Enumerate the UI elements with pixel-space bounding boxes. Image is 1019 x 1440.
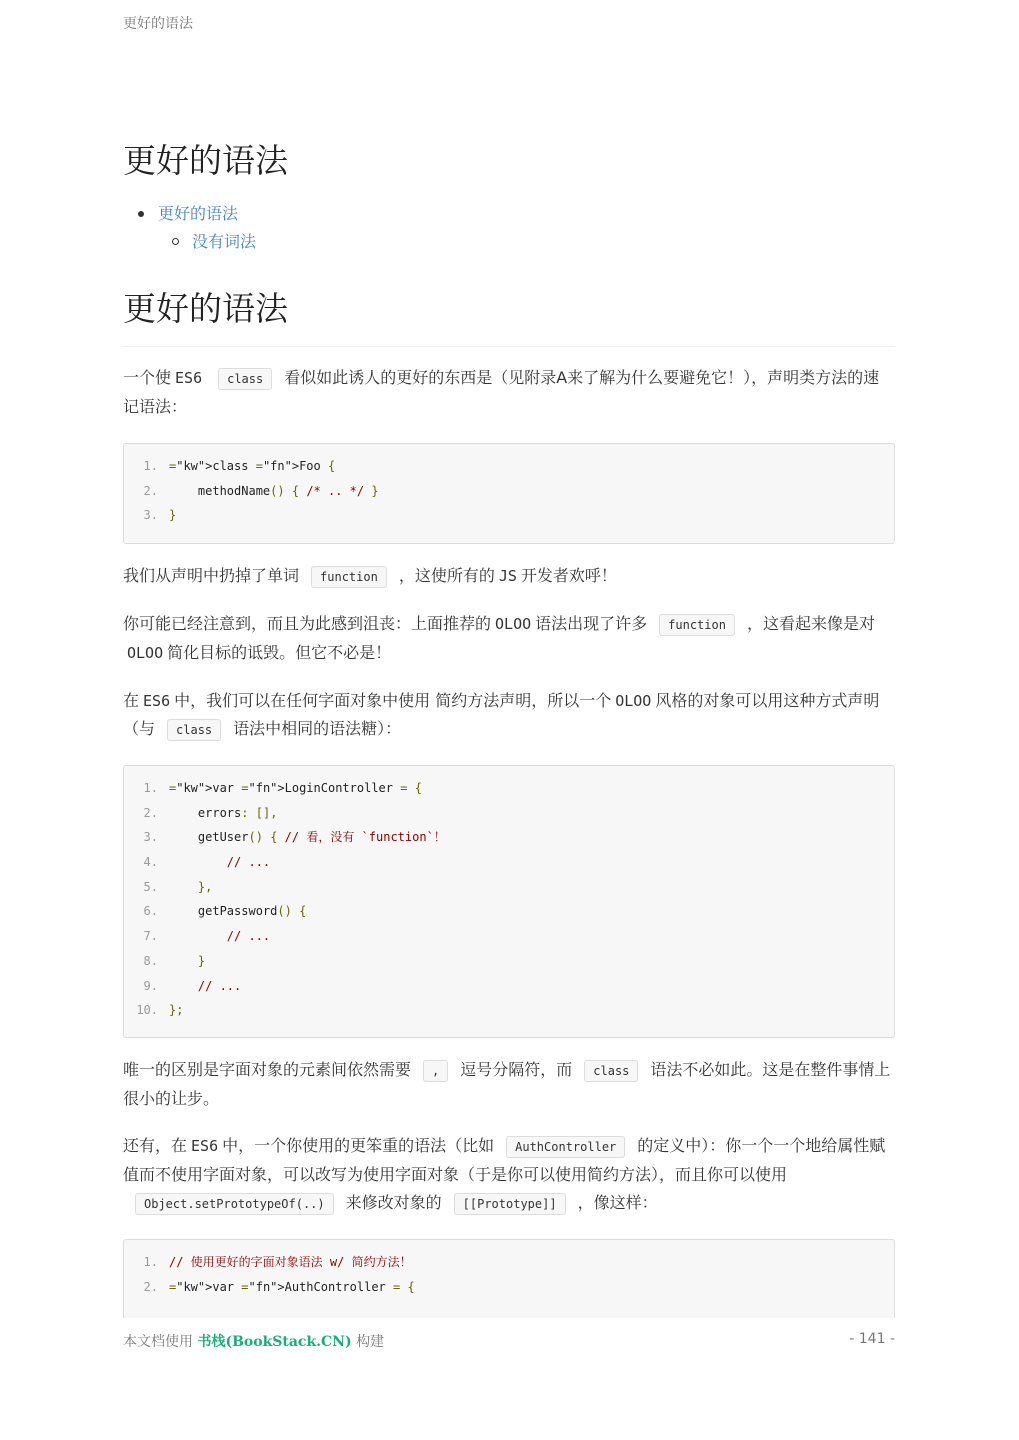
code-block-1 — [123, 443, 895, 544]
code-line — [124, 1275, 894, 1300]
footer-suffix: 构建 — [356, 1334, 385, 1350]
inline-code-setprototypeof: Object.setPrototypeOf(..) — [135, 1193, 334, 1215]
text: 在 — [123, 691, 140, 710]
text-oloo: OLOO — [495, 615, 532, 633]
inline-code-prototype: [[Prototype]] — [454, 1193, 566, 1215]
code-text: // ... — [197, 978, 242, 993]
code-line — [124, 1250, 894, 1275]
text: 中，一个你使用的更笨重的语法（比如 — [222, 1136, 495, 1155]
footer-credit — [123, 1331, 384, 1351]
line-number: 2. — [143, 1279, 158, 1294]
text: 语法不必如此。这是在整件事情上很小的让步。 — [123, 1060, 891, 1108]
text: 中，我们可以在任何字面对象中使用 简约方法声明，所以一个 — [174, 691, 612, 710]
running-header: 更好的语法 — [123, 16, 193, 32]
line-number: 6. — [143, 904, 158, 919]
code-line — [124, 998, 894, 1023]
inline-code-class: class — [167, 719, 221, 741]
code-line — [124, 479, 894, 504]
text: ，这使所有的 — [398, 566, 495, 585]
text-oloo: OLOO — [615, 692, 652, 710]
line-number: 7. — [143, 929, 158, 944]
text: 还有，在 — [123, 1136, 188, 1155]
line-number: 2. — [143, 483, 158, 498]
line-number: 2. — [143, 805, 158, 820]
text-js: JS — [498, 567, 517, 585]
text: 语法出现了许多 — [535, 614, 648, 633]
line-number: 3. — [143, 830, 158, 845]
code-block-2 — [123, 765, 895, 1038]
section-heading: 更好的语法 — [123, 286, 895, 347]
page-number: - 141 - — [849, 1331, 895, 1347]
footer-prefix: 本文档使用 — [123, 1334, 193, 1350]
code-text: } — [197, 953, 206, 968]
text: 开发者欢呼！ — [520, 566, 617, 585]
code-line — [124, 850, 894, 875]
inline-code-class: class — [218, 368, 272, 390]
line-number: 5. — [143, 879, 158, 894]
inline-code-comma: , — [423, 1060, 448, 1082]
code-text: }, — [197, 879, 213, 894]
text-es6: ES6 — [143, 692, 171, 710]
footer-brand-link[interactable]: 书栈(BookStack.CN) — [197, 1334, 352, 1350]
code-line — [124, 776, 894, 801]
text: 风格的对象可以用这种方式声明（与 — [123, 691, 880, 738]
text: 逗号分隔符，而 — [460, 1060, 573, 1079]
paragraph-3 — [123, 610, 895, 667]
code-text: ="kw">var ="fn">LoginController = { — [169, 781, 422, 795]
code-text: getPassword() { — [169, 904, 307, 919]
code-text: // 使用更好的字面对象语法 w/ 简约方法！ — [169, 1255, 412, 1269]
line-number: 4. — [143, 855, 158, 870]
code-line — [124, 875, 894, 900]
text: 来修改对象的 — [345, 1193, 442, 1212]
text: 我们从声明中扔掉了单词 — [123, 566, 300, 585]
text: 看似如此诱人的更好的东西是（见附录A来了解为什么要避免它！），声明类方法的速记语法： — [123, 368, 880, 416]
line-number: 1. — [143, 781, 158, 795]
toc-subitem — [123, 228, 895, 256]
code-text: errors: [], — [169, 805, 278, 820]
code-line — [124, 924, 894, 949]
line-number: 9. — [143, 978, 158, 993]
paragraph-1 — [123, 364, 895, 421]
text-es6: ES6 — [175, 369, 203, 387]
toc-link-no-lexical[interactable]: 没有词法 — [192, 232, 257, 251]
code-line — [124, 801, 894, 826]
code-line — [124, 503, 894, 528]
paragraph-4 — [123, 687, 895, 744]
code-text: methodName() { /* .. */ } — [169, 483, 379, 498]
toc-item — [123, 200, 895, 228]
code-line — [124, 454, 894, 479]
text: ，这看起来像是对 — [746, 614, 875, 633]
toc-link-better-syntax[interactable]: 更好的语法 — [158, 204, 239, 223]
code-text: ="kw">class ="fn">Foo { — [169, 459, 336, 473]
page-content — [123, 0, 895, 1318]
paragraph-5 — [123, 1056, 895, 1113]
line-number: 1. — [143, 459, 158, 473]
code-line — [124, 949, 894, 974]
code-text: ="kw">var ="fn">AuthController = { — [169, 1279, 415, 1294]
code-line — [124, 899, 894, 924]
line-number: 10. — [136, 1003, 158, 1018]
text: ，像这样： — [577, 1193, 658, 1212]
code-line — [124, 974, 894, 999]
text: 简化目标的诋毁。但它不必是！ — [167, 643, 392, 662]
document-title: 更好的语法 — [123, 141, 288, 180]
line-number: 1. — [143, 1255, 158, 1269]
code-text: // ... — [226, 929, 271, 944]
text: 的定义中）：你一个一个地给属性赋值而不使用字面对象，可以改写为使用字面对象（于是你可以使用简约方法），而且你可以使用 — [123, 1136, 886, 1184]
inline-code-class: class — [584, 1060, 638, 1082]
text-es6: ES6 — [191, 1137, 219, 1155]
inline-code-authcontroller: AuthController — [506, 1136, 625, 1158]
inline-code-function: function — [659, 614, 735, 636]
paragraph-2 — [123, 562, 895, 591]
code-line — [124, 825, 894, 850]
text-oloo: OLOO — [127, 644, 164, 662]
code-block-3 — [123, 1239, 895, 1318]
paragraph-6 — [123, 1132, 895, 1218]
text: 你可能已经注意到，而且为此感到沮丧：上面推荐的 — [123, 614, 492, 633]
code-text: } — [169, 508, 177, 523]
text: 唯一的区别是字面对象的元素间依然需要 — [123, 1060, 412, 1079]
code-text: // ... — [226, 855, 271, 870]
code-text: }; — [169, 1003, 184, 1018]
text: 一个使 — [123, 368, 172, 387]
code-text: getUser() { // 看，没有 `function`！ — [169, 830, 446, 845]
line-number: 8. — [143, 953, 158, 968]
table-of-contents — [123, 200, 895, 256]
inline-code-function: function — [311, 566, 387, 588]
text: 语法中相同的语法糖）： — [233, 719, 402, 738]
line-number: 3. — [143, 508, 158, 523]
